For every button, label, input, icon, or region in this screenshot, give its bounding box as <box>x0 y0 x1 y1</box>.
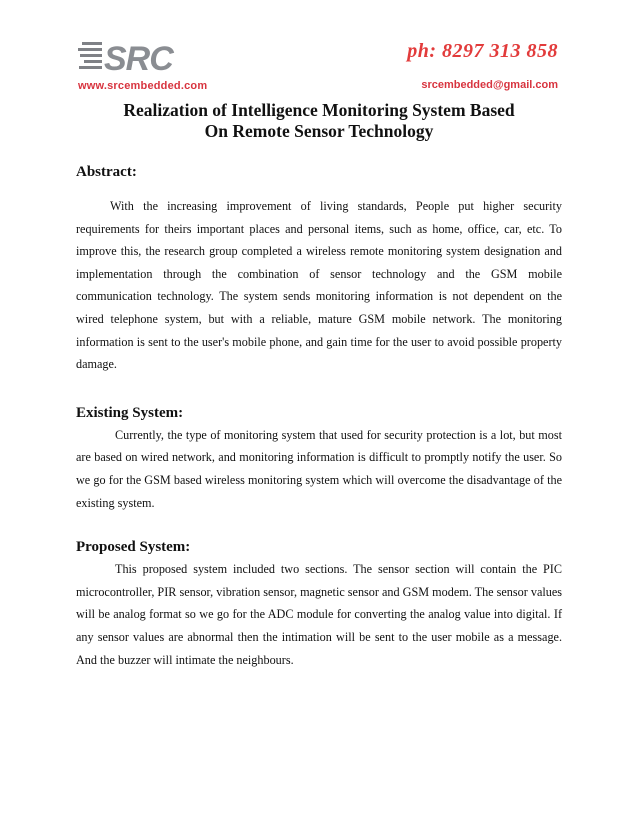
email-address[interactable]: srcembedded@gmail.com <box>421 79 558 91</box>
document-body <box>76 157 562 671</box>
existing-system-paragraph: Currently, the type of monitoring system that used for security protection is a lot, but most are based on wired network, and monitoring information is difficult to promptly notify the user. So we go for the GSM based wireless monitoring system which will overcome the disadvantage of the existing system. <box>76 427 562 510</box>
abstract-paragraph: With the increasing improvement of living standards, People put higher security requirements for theirs important places and personal items, such as home, office, car, etc. To improve this, the research group completed a wireless remote monitoring system designation and implementation through the combination of sensor technology and the GSM mobile communication technology. The system sends monitoring information is not dependent on the wired telephone system, but with a reliable, mature GSM mobile network. The monitoring information is sent to the user's mobile phone, and gain time for the user to avoid possible property damage. <box>76 199 562 372</box>
existing-system-heading: Existing System: <box>76 404 184 421</box>
document-title <box>60 100 578 142</box>
page-header <box>0 0 638 100</box>
proposed-system-section <box>76 538 562 671</box>
logo-text: SRC <box>104 40 173 78</box>
title-line-2: On Remote Sensor Technology <box>204 121 434 141</box>
phone-number: ph: 8297 313 858 <box>407 40 558 62</box>
src-logo <box>78 36 178 78</box>
website-link[interactable]: www.srcembedded.com <box>78 80 208 92</box>
abstract-heading: Abstract: <box>76 164 137 180</box>
title-line-1: Realization of Intelligence Monitoring System Based <box>123 100 515 120</box>
existing-system-section <box>76 404 562 514</box>
abstract-section <box>76 163 562 376</box>
proposed-system-paragraph: This proposed system included two sections. The sensor section will contain the PIC microcontroller, PIR sensor, vibration sensor, magnetic sensor and GSM modem. The sensor values will be analog format so we go for the ADC module for converting the analog value into digital. If any sensor values are abnormal then the intimation will be sent to the user mobile as a message. And the buzzer will intimate the neighbours. <box>76 562 562 667</box>
proposed-system-heading: Proposed System: <box>76 539 191 556</box>
